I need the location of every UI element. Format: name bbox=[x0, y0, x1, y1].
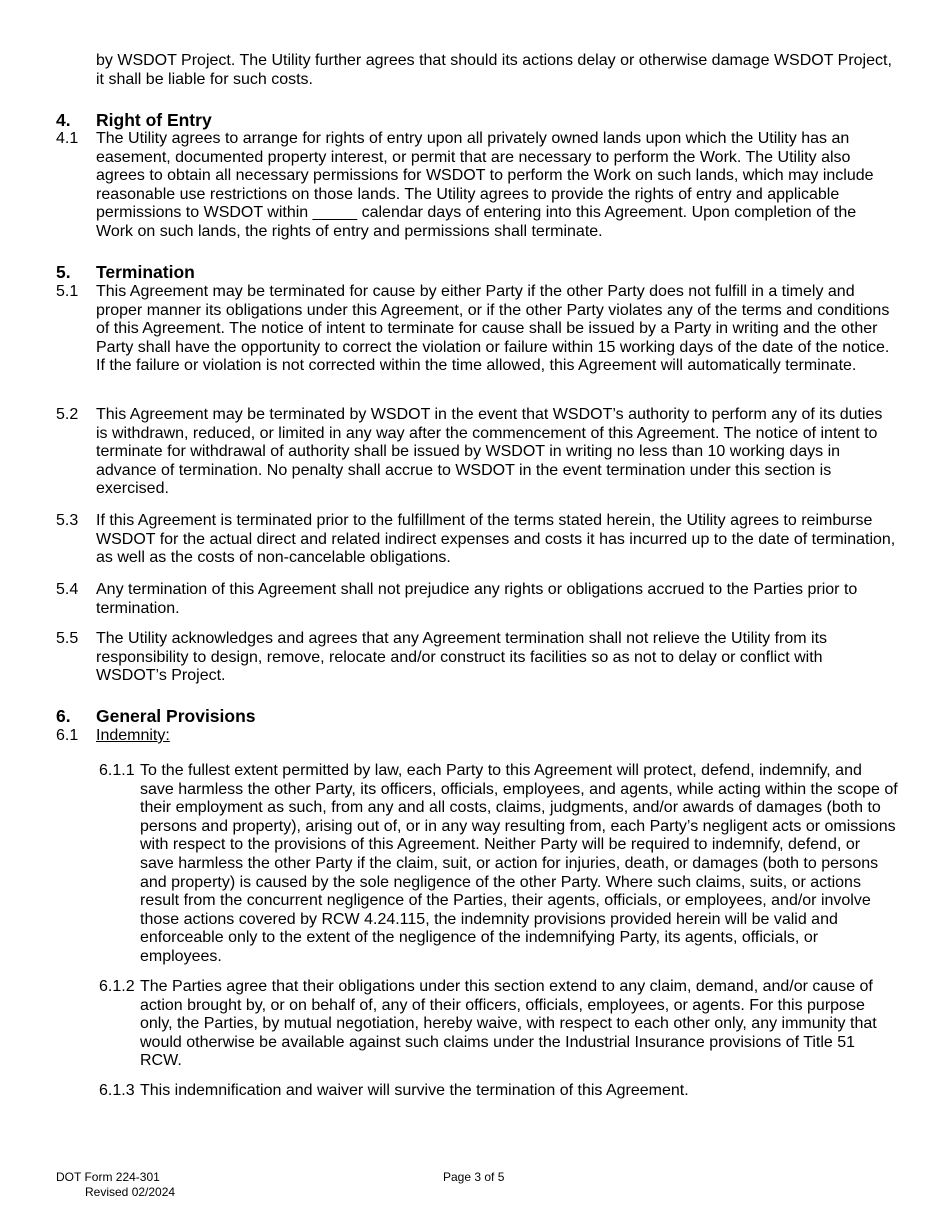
item-5-3-text: If this Agreement is terminated prior to the fulfillment of the terms stated herein, the Utility agrees to reimburse WSDOT for the actual direct and related indirect expenses and costs it has incurred up to the date of termination, as well as the costs of non-cancelable obligations. bbox=[96, 512, 896, 567]
item-5-2-number: 5.2 bbox=[56, 406, 79, 423]
item-6-1-1-number: 6.1.1 bbox=[99, 762, 135, 779]
item-5-3-number: 5.3 bbox=[56, 512, 79, 529]
item-6-1-2-text: The Parties agree that their obligations under this section extend to any claim, demand, and/or cause of action brought by, or on behalf of, any of their officers, officials, employees, or agents. For this purpose only, the Parties, by mutual negotiation, hereby waive, with respect to each other only, any immunity that would otherwise be available against such claims under the Industrial Insurance provisions of Title 51 RCW. bbox=[140, 978, 877, 1070]
item-5-4-text: Any termination of this Agreement shall not prejudice any rights or obligations accrued to the Parties prior to termination. bbox=[96, 581, 858, 617]
item-5-1-number: 5.1 bbox=[56, 283, 79, 300]
item-6-1-1-text: To the fullest extent permitted by law, each Party to this Agreement will protect, defend, indemnify, and save harmless the other Party, its officers, officials, employees, and agents, while acting within the scope of their employment as such, from any and all costs, claims, judgments, and/or awards of damages (both to persons and property), arising out of, or in any way resulting from, each Party’s negligent acts or omissions with respect to the provisions of this Agreement. Neither Party will be required to indemnify, defend, or save harmless the other Party if the claim, suit, or action for injuries, death, or damages (both to persons and property) is caused by the sole negligence of the other Party. Where such claims, suits, or actions result from the concurrent negligence of the Parties, their agents, officials, or employees, and/or involve those actions covered by RCW 4.24.115, the indemnity provisions provided herein will be valid and enforceable only to the extent of the negligence of the indemnifying Party, its agents, officials, or employees. bbox=[140, 762, 898, 965]
item-5-5-text: The Utility acknowledges and agrees that any Agreement termination shall not relieve the Utility from its responsibility to design, remove, relocate and/or construct its facilities so as not to delay or conflict with WSDOT’s Project. bbox=[96, 630, 828, 685]
item-6-1-2-number: 6.1.2 bbox=[99, 978, 135, 995]
intro-paragraph: by WSDOT Project. The Utility further agrees that should its actions delay or otherwise damage WSDOT Project, it shall be liable for such costs. bbox=[96, 52, 892, 88]
section-6-title: General Provisions bbox=[96, 706, 256, 726]
item-4-1-number: 4.1 bbox=[56, 130, 79, 147]
item-6-1-title: Indemnity: bbox=[96, 727, 170, 744]
item-5-2-text: This Agreement may be terminated by WSDOT in the event that WSDOT’s authority to perform any of its duties is withdrawn, reduced, or limited in any way after the commencement of this Agreement. The notice of intent to terminate for withdrawal of authority shall be issued by WSDOT in writing no less than 10 working days in advance of termination. No penalty shall accrue to WSDOT in the event termination under this section is exercised. bbox=[96, 406, 883, 498]
section-5-title: Termination bbox=[96, 262, 195, 282]
item-5-4-number: 5.4 bbox=[56, 581, 79, 598]
section-6-number: 6. bbox=[56, 706, 71, 726]
item-5-1-text: This Agreement may be terminated for cause by either Party if the other Party does not fulfill in a timely and proper manner its obligations under this Agreement, or if the other Party violates any of the terms and conditions of this Agreement. The notice of intent to terminate for cause shall be issued by a Party in writing and the other Party shall have the opportunity to correct the violation or failure within 15 working days of the date of the notice. If the failure or violation is not corrected within the time allowed, this Agreement will automatically terminate. bbox=[96, 283, 890, 375]
item-6-1-number: 6.1 bbox=[56, 727, 79, 744]
item-4-1-text: The Utility agrees to arrange for rights of entry upon all privately owned lands upon which the Utility has an easement, documented property interest, or permit that are necessary to perform the Work. The Utility also agrees to obtain all necessary permissions for WSDOT to perform the Work on such lands, which may include reasonable use restrictions on those lands. The Utility agrees to provide the rights of entry and applicable permissions to WSDOT within _____ calendar days of entering into this Agreement. Upon completion of the Work on such lands, the rights of entry and permissions shall terminate. bbox=[96, 130, 874, 240]
footer-revised-date: Revised 02/2024 bbox=[85, 1185, 176, 1199]
section-4-title: Right of Entry bbox=[96, 110, 212, 130]
footer-page-number: Page 3 of 5 bbox=[443, 1170, 505, 1184]
item-6-1-3-text: This indemnification and waiver will survive the termination of this Agreement. bbox=[140, 1082, 689, 1099]
section-4-number: 4. bbox=[56, 110, 71, 130]
footer-form-number: DOT Form 224-301 bbox=[56, 1170, 160, 1184]
item-5-5-number: 5.5 bbox=[56, 630, 79, 647]
section-5-number: 5. bbox=[56, 262, 71, 282]
item-6-1-3-number: 6.1.3 bbox=[99, 1082, 135, 1099]
